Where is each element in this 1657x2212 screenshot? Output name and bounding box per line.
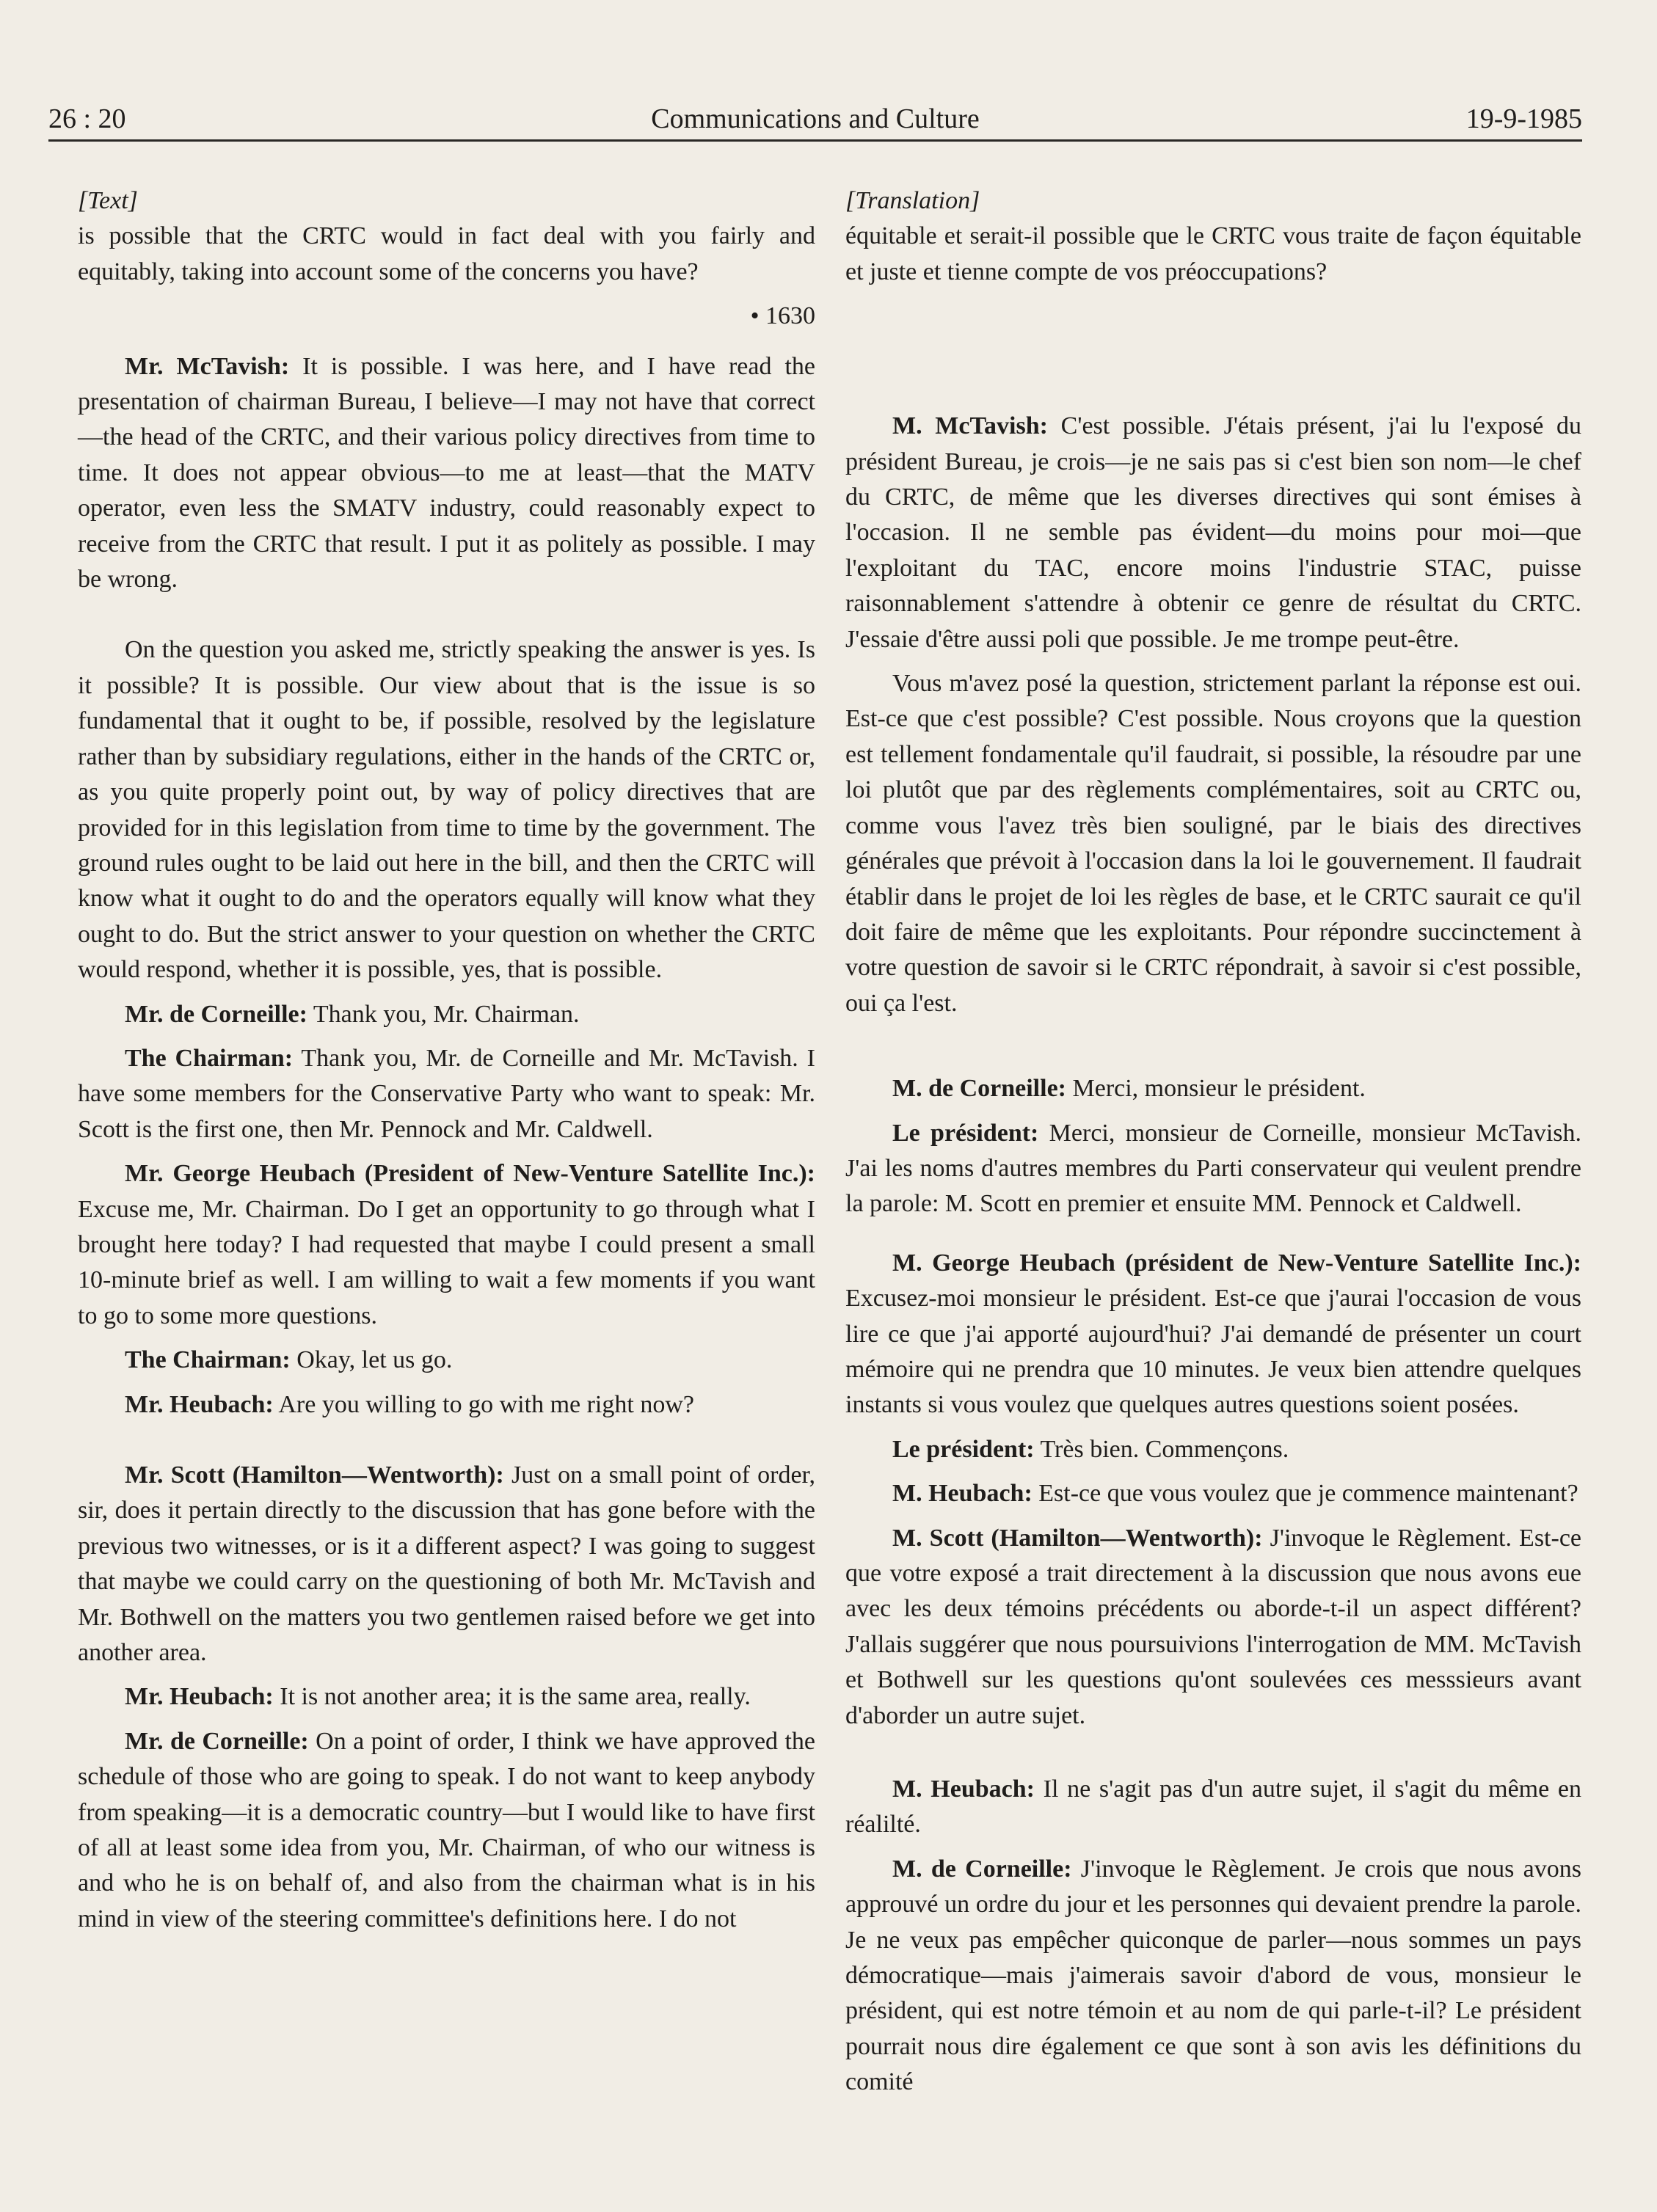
speaker-name: M. McTavish: — [892, 412, 1048, 440]
speaker-name: Mr. George Heubach (President of New-Venture Satellite Inc.): — [125, 1160, 815, 1188]
spacer — [78, 606, 815, 632]
speaker-name: M. de Corneille: — [892, 1075, 1066, 1103]
speaker-name: M. de Corneille: — [892, 1855, 1072, 1883]
paragraph — [845, 219, 1581, 290]
speaker-name: Mr. McTavish: — [125, 352, 290, 380]
paragraph-text: Just on a small point of order, sir, does it pertain directly to the discussion that has gone before with the previous two witnesses, or is it a different aspect? I was going to suggest that maybe we could carry on the questioning of both Mr. McTavish and Mr. Bothwell on the matters you two gentlemen raised before we get into another area. — [78, 1461, 816, 1667]
speaker-name: Le président: — [892, 1435, 1035, 1463]
running-title: Communications and Culture — [651, 103, 980, 134]
speaker-name: The Chairman: — [125, 1346, 291, 1374]
paragraph-text: is possible that the CRTC would in fact deal with you fairly and equitably, taking into account some of the concerns you have? — [78, 222, 815, 285]
paragraph — [78, 1387, 815, 1423]
paragraph-text: It is possible. I was here, and I have read the presentation of chairman Bureau, I believe—I may not have that correct—the head of the CRTC, and their various policy directives from time to time. It does not appear obvious—to me at least—that the MATV operator, even less the SMATV industry, could reasonably expect to receive from the CRTC that result. I put it as politely as possible. I may be wrong. — [78, 352, 815, 594]
page-header — [48, 103, 1582, 142]
speaker-name: Mr. de Corneille: — [125, 1000, 307, 1028]
paragraph — [78, 1041, 815, 1147]
text-tag: [Text] — [78, 187, 138, 214]
paragraph-text: J'invoque le Règlement. Je crois que nous avons approuvé un ordre du jour et les personnes qui devaient prendre la parole. Je ne veux pas empêcher quiconque de parler—nous sommes un pays démocratique—mais j'aimerais savoir d'abord de vous, monsieur le président, qui est notre témoin et au nom de qui parle-t-il? Le président pourrait nous dire également ce que sont à son avis les définitions du comité — [845, 1855, 1581, 2096]
paragraph — [78, 1156, 815, 1334]
paragraph-text: Excuse me, Mr. Chairman. Do I get an opportunity to go through what I brought here today? I had requested that maybe I could present a small 10-minute brief as well. I am willing to wait a few moments if you want to go to some more questions. — [78, 1195, 815, 1329]
paragraph — [78, 997, 815, 1032]
paragraph — [78, 1679, 815, 1715]
paragraph-text: It is not another area; it is the same area, really. — [273, 1683, 751, 1711]
spacer — [78, 1431, 815, 1458]
speaker-name: Mr. Heubach: — [125, 1683, 274, 1711]
paragraph — [845, 1852, 1581, 2100]
paragraph — [845, 1071, 1581, 1106]
speaker-name: M. Heubach: — [892, 1775, 1035, 1803]
speaker-name: The Chairman: — [125, 1044, 294, 1072]
paragraph — [845, 1246, 1581, 1423]
paragraph-text: Thank you, Mr. Chairman. — [307, 1000, 580, 1028]
speaker-name: M. Heubach: — [892, 1480, 1033, 1508]
sitting-date: 19-9-1985 — [1465, 103, 1582, 134]
paragraph — [845, 666, 1581, 1021]
paragraph-text: Thank you, Mr. de Corneille and Mr. McTavish. I have some members for the Conservative Party who want to speak: Mr. Scott is the first one, then Mr. Pennock and Mr. Caldwell. — [78, 1044, 815, 1143]
paragraph — [78, 349, 815, 598]
paragraph — [78, 632, 815, 988]
speaker-name: Mr. de Corneille: — [125, 1727, 309, 1755]
paragraph — [78, 1343, 815, 1378]
paragraph — [78, 1724, 815, 1937]
spacer — [845, 299, 1581, 409]
speaker-name: Le président: — [892, 1119, 1039, 1147]
paragraph — [845, 1521, 1581, 1734]
paragraph-text: Merci, monsieur de Corneille, monsieur McTavish. J'ai les noms d'autres membres du Parti conservateur qui veulent prendre la parole: M. Scott en premier et ensuite MM. Pennock et Caldwell. — [845, 1119, 1581, 1218]
speaker-name: M. Scott (Hamilton—Wentworth): — [892, 1524, 1263, 1552]
paragraph-text: Vous m'avez posé la question, strictement parlant la réponse est oui. Est-ce que c'est possible? C'est possible. Nous croyons que la question est tellement fondamentale qu'il faudrait, si possible, la résoudre par une loi plutôt que par des règlements complémentaires, soit au CRTC ou, comme vous l'avez très bien souligné, par le biais des directives générales que prévoit à l'occasion dans la loi le gouvernement. Il faudrait établir dans le projet de loi les règles de base, et le CRTC saurait ce qu'il doit faire de même que les exploitants. Pour répondre succinctement à votre question de savoir si le CRTC répondrait, à savoir si c'est possible, oui ça l'est. — [845, 670, 1581, 1017]
paragraph-text: C'est possible. J'étais présent, j'ai lu l'exposé du président Bureau, je crois—je ne sais pas si c'est bien son nom—le chef du CRTC, de même que les diverses directives qui sont émises à l'occasion. Il ne semble pas évident—du moins pour moi—que l'exploitant du TAC, encore moins l'industrie STAC, puisse raisonnablement s'attendre à obtenir ce genre de résultat du CRTC. J'essaie d'être aussi poli que possible. Je me trompe peut-être. — [845, 412, 1581, 653]
speaker-name: Mr. Heubach: — [125, 1390, 274, 1418]
paragraph-text: équitable et serait-il possible que le CRTC vous traite de façon équitable et juste et tienne compte de vos préoccupations? — [845, 222, 1581, 285]
paragraph-text: Are you willing to go with me right now? — [273, 1390, 694, 1418]
paragraph-text: Okay, let us go. — [290, 1346, 453, 1374]
speaker-name: M. George Heubach (président de New-Venture Satellite Inc.): — [892, 1249, 1581, 1277]
paragraph-text: Très bien. Commençons. — [1034, 1435, 1289, 1463]
paragraph-text: Excusez-moi monsieur le président. Est-ce que j'aurai l'occasion de vous lire ce que j'ai apporté aujourd'hui? J'ai demandé de présenter un court mémoire qui ne prendra que 10 minutes. Je veux bien attendre quelques instants si vous voulez que quelques autres questions soient posées. — [845, 1285, 1581, 1419]
paragraph-text: Il ne s'agit pas d'un autre sujet, il s'agit du même en réalilté. — [845, 1775, 1581, 1839]
paragraph — [78, 219, 815, 290]
spacer — [845, 1231, 1581, 1246]
paragraph — [845, 409, 1581, 657]
english-column — [78, 183, 815, 1946]
time-marker: • 1630 — [750, 302, 815, 330]
paragraph-text: Merci, monsieur le président. — [1066, 1075, 1366, 1103]
spacer — [845, 1742, 1581, 1772]
paragraph-text: On the question you asked me, strictly speaking the answer is yes. Is it possible? It is possible. Our view about that is the issue is so fundamental that it ought to be, if possible, resolved by the legislature rather than by subsidiary regulations, either in the hands of the CRTC or, as you quite properly point out, by way of policy directives that are provided for in this legislation from time to time by the government. The ground rules ought to be laid out here in the bill, and then the CRTC will know what it ought to do and the operators equally will know what they ought to do. But the strict answer to your question on whether the CRTC would respond, whether it is possible, yes, that is possible. — [78, 636, 815, 984]
paragraph — [78, 1458, 815, 1671]
paragraph-text: On a point of order, I think we have approved the schedule of those who are going to speak. I do not want to keep anybody from speaking—it is a democratic country—but I would like to have first of all at least some idea from you, Mr. Chairman, of who our witness is and who he is on behalf of, and also from the chairman what is in his mind in view of the steering committee's definitions here. I do not — [78, 1727, 815, 1932]
french-column — [845, 183, 1581, 2109]
spacer — [845, 1030, 1581, 1071]
paragraph — [845, 1476, 1581, 1511]
translation-tag: [Translation] — [845, 187, 980, 214]
paragraph — [845, 1116, 1581, 1222]
speaker-name: Mr. Scott (Hamilton—Wentworth): — [125, 1461, 504, 1489]
paragraph-text: Est-ce que vous voulez que je commence maintenant? — [1032, 1480, 1578, 1508]
paragraph — [845, 1772, 1581, 1843]
page-number: 26 : 20 — [48, 103, 126, 134]
paragraph-text: J'invoque le Règlement. Est-ce que votre exposé a trait directement à la discussion que nous avons eue avec les deux témoins précédents ou aborde-t-il un aspect différent? J'allais suggérer que nous poursuivions l'interrogation de MM. McTavish et Bothwell sur les questions qu'ont soulevées ces messsieurs avant d'aborder un autre sujet. — [845, 1524, 1582, 1729]
paragraph — [845, 1432, 1581, 1467]
